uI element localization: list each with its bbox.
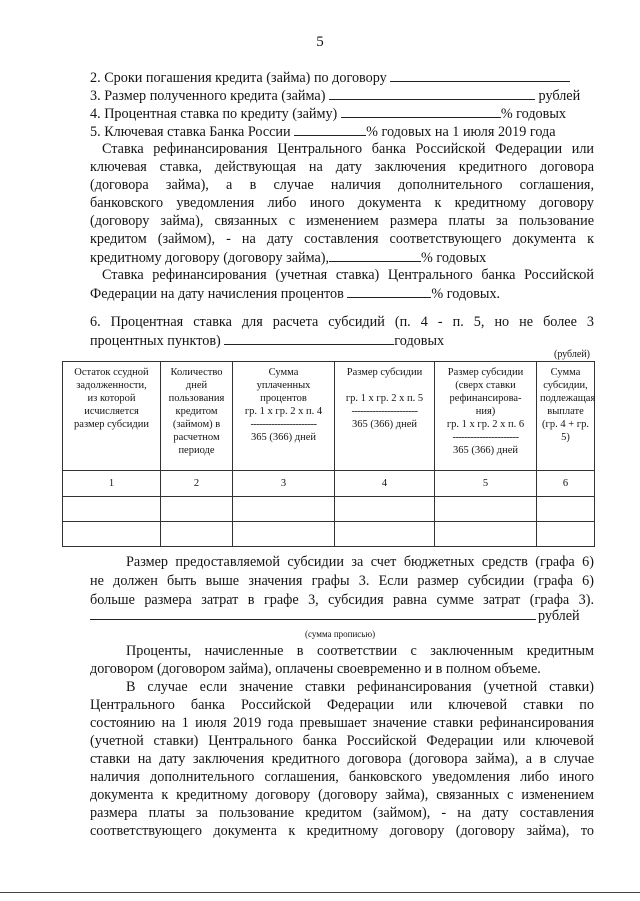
header-cell [233,362,335,471]
item-4-blank [341,104,501,118]
para-limit-line: не должен быть выше значения графы 3. Если размер субсидии (графа 6) [90,573,594,589]
column-number: 5 [435,471,537,497]
item-6-line2 [90,331,444,350]
item-2-label: 2. Сроки погашения кредита (займа) по договору [90,70,387,86]
page-number: 5 [316,34,324,50]
table-row [63,522,595,547]
para-refinancing-line: кредитом (займом), - на дату составления соответствующего документа к [90,231,594,247]
para-exceed-line: документа к кредитному договору (договору займа), связанных с изменением [90,787,594,803]
para-exceed-line: (учетной ставки) Центрального банка Российской Федерации или ключевой [90,733,594,749]
header-line: задолженности, [76,380,147,391]
header-line: пользования [168,393,225,404]
accrual-rate-blank [347,284,431,298]
item-2-line [90,68,570,87]
table-cell[interactable] [335,497,435,522]
header-line: рефинансирова- [449,393,522,404]
para-exceed-line: Центрального банка Российской Федерации или ключевой ставки по [90,697,594,713]
header-line: (займом) в [172,419,221,430]
header-line [338,379,431,392]
table-cell[interactable] [63,497,161,522]
para-exceed-line: размера платы за пользование кредитом (займом), - на дату составления [90,805,594,821]
item-2-blank [390,68,570,82]
item-5-blank [294,122,366,136]
para-exceed-line: наличия дополнительного соглашения, банковского уведомления либо иного [90,769,594,785]
para-interest-line: договором (договором займа), оплачены своевременно и в полном объеме. [90,661,541,677]
para-exceed-line: В случае если значение ставки рефинансирования (учетной ставки) [126,679,594,695]
header-line: Остаток ссудной [74,367,149,378]
header-line: (гр. 4 + гр. 5) [542,419,589,443]
header-line: процентов [260,393,307,404]
header-line: из которой [87,393,136,404]
header-cell [537,362,595,471]
para-refinancing-line: (договора займа), а в случае наличия дополнительного соглашения, [90,177,594,193]
item-6-line: 6. Процентная ставка для расчета субсидий (п. 4 - п. 5, но не более 3 [90,314,594,330]
header-cell [435,362,537,471]
header-line: ---------------------- [250,419,317,430]
table-cell[interactable] [435,522,537,547]
header-line: дней [185,380,208,391]
para-refinancing-last [90,248,486,267]
item-6-blank [224,331,394,345]
table-number-row [63,471,595,497]
table-cell[interactable] [161,497,233,522]
item-4-unit: % годовых [500,106,566,122]
para-limit-line: больше размера затрат в графе 3, субсидия равна сумме затрат (графа 3). [90,592,594,608]
header-line: уплаченных [256,380,311,391]
para-limit-line: Размер предоставляемой субсидии за счет бюджетных средств (графа 6) [126,554,594,570]
header-line: Сумма [550,367,581,378]
table-cell[interactable] [63,522,161,547]
para-interest-line: Проценты, начисленные в соответствии с заключенным кредитным [126,643,594,659]
item-3-line [90,86,580,105]
column-number: 4 [335,471,435,497]
item-6-unit: годовых [394,333,445,349]
amount-caption: (сумма прописью) [305,629,376,639]
header-line: ния) [475,406,496,417]
table-cell[interactable] [537,522,595,547]
header-line: периоде [178,445,215,456]
para-refinancing-line: банковского уведомления либо иного документа к кредитному договору [90,195,594,211]
refinancing-rate-unit: % годовых [421,250,487,266]
header-line: (сверх ставки [455,380,516,391]
header-line: расчетном [173,432,220,443]
item-3-label: 3. Размер полученного кредита (займа) [90,88,326,104]
header-line: Сумма [268,367,299,378]
item-6-text: процентных пунктов) [90,333,221,349]
item-3-blank [329,86,535,100]
accrual-rate-unit: % годовых. [431,286,501,302]
para-accrual-text: Федерации на дату начисления процентов [90,286,344,302]
table-cell[interactable] [233,522,335,547]
header-line: Размер субсидии [447,367,524,378]
item-3-unit: рублей [538,88,581,104]
header-line: 365 (366) дней [352,419,417,430]
header-line: подлежащая [540,393,596,404]
header-line: ---------------------- [351,406,418,417]
item-4-label: 4. Процентная ставка по кредиту (займу) [90,106,338,122]
header-line: размер субсидии [74,419,149,430]
para-refinancing-line: Ставка рефинансирования Центрального банка Российской Федерации или [102,141,594,157]
subsidy-table [62,361,595,547]
header-line: гр. 1 x гр. 2 x п. 5 [345,393,424,404]
header-line: Размер субсидии [346,367,423,378]
table-cell[interactable] [233,497,335,522]
header-line: кредитом [175,406,218,417]
header-line: гр. 1 x гр. 2 x п. 4 [244,406,323,417]
table-header-row [63,362,595,471]
header-line: исчисляется [84,406,139,417]
header-line: субсидии, [543,380,588,391]
item-5-label: 5. Ключевая ставка Банка России [90,124,291,140]
item-5-line [90,122,556,141]
para-exceed-line: состоянию на 1 июля 2019 года превышает значение ставки рефинансирования [90,715,594,731]
para-refinancing-line: ключевая ставка, действующая на дату заключения кредитного договора [90,159,594,175]
header-cell [63,362,161,471]
amount-unit: рублей [538,608,580,624]
para-exceed-line: соответствующего документа к кредитному договору (договору займа), то [90,823,594,839]
para-accrual-line: Ставка рефинансирования (учетная ставка) Центрального банка Российской [102,267,594,283]
column-number: 6 [537,471,595,497]
header-cell [161,362,233,471]
item-4-line [90,104,566,123]
table-currency-note: (рублей) [553,349,590,360]
para-exceed-line: ставки на дату заключения кредитного договора (договора займа), а в случае [90,751,594,767]
header-line: ---------------------- [452,432,519,443]
refinancing-rate-blank [329,248,421,262]
para-refinancing-last-text: кредитному договору (договору займа), [90,250,330,266]
page-bottom-edge [0,892,640,893]
header-line: 365 (366) дней [453,445,518,456]
table-row [63,497,595,522]
item-5-tail: % годовых на 1 июля 2019 года [366,124,556,140]
header-line: выплате [547,406,584,417]
column-number: 2 [161,471,233,497]
amount-in-words-line [90,619,536,620]
column-number: 3 [233,471,335,497]
header-cell [335,362,435,471]
para-accrual-line2 [90,284,500,303]
table-cell[interactable] [335,522,435,547]
column-number: 1 [63,471,161,497]
table-cell[interactable] [161,522,233,547]
header-line: Количество [170,367,223,378]
para-refinancing-line: (договору займа), связанных с изменением размера платы за пользование [90,213,594,229]
header-line: 365 (366) дней [251,432,316,443]
header-line: гр. 1 x гр. 2 x п. 6 [446,419,525,430]
table-cell[interactable] [537,497,595,522]
table-cell[interactable] [435,497,537,522]
